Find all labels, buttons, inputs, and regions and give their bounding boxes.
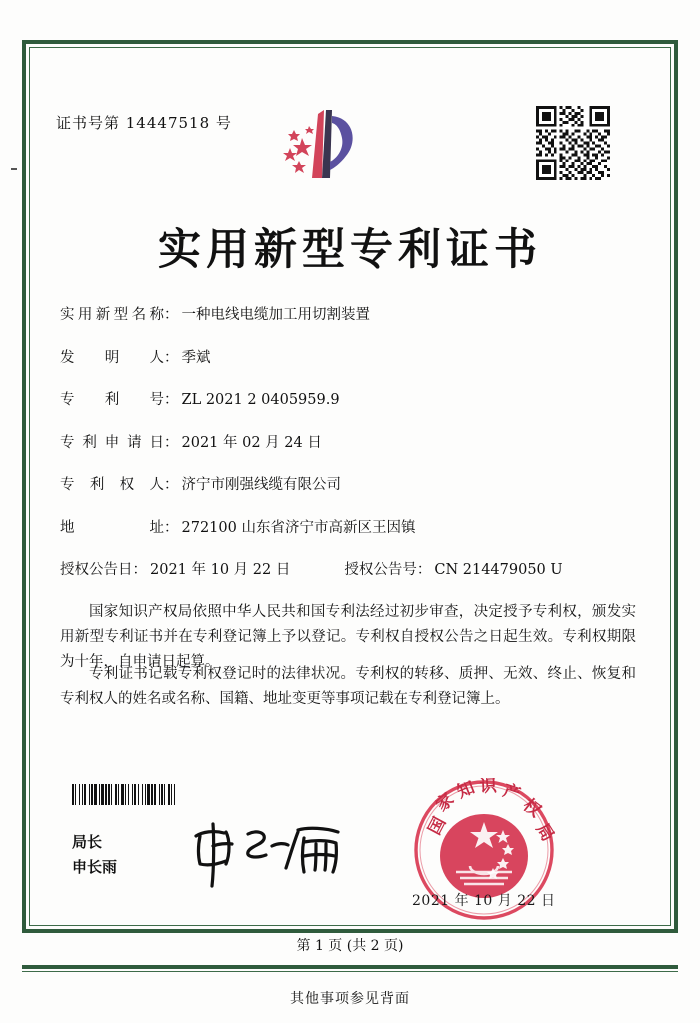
svg-text:局: 局 [531,820,558,846]
field-colon: ： [164,392,179,408]
field-label: 专 利 号 [60,392,164,408]
field-value: 济宁市刚强线缆有限公司 [181,477,341,493]
edge-tick-mark [11,168,17,170]
svg-text:家: 家 [432,789,459,816]
seal-date: 2021 年 10 月 22 日 [412,893,556,909]
director-signature-block [72,830,117,880]
field-row-utility-model-name [60,303,640,324]
back-note: 其他事项参见背面 [290,991,410,1007]
field-value: 272100 山东省济宁市高新区王因镇 [181,519,416,536]
field-value: 2021 年 02 月 24 日 [181,434,322,451]
field-value: 季斌 [181,349,211,366]
field-label: 专 利 权 人 [60,477,164,493]
grant-date-group [60,558,290,579]
certificate-fields [60,303,640,585]
field-colon: ： [164,519,179,536]
field-label: 发 明 人 [60,349,164,366]
footer-rule [22,965,678,969]
director-name: 申长雨 [72,858,118,876]
grant-date-value: 2021 年 10 月 22 日 [150,562,291,578]
svg-text:国: 国 [424,813,451,839]
field-label: 实 用 新 型 名 称 [60,307,164,323]
grant-date-colon: ： [132,562,147,578]
field-colon: ： [164,434,179,451]
field-label: 地 址 [60,519,164,536]
grant-date-label: 授权公告日 [60,562,133,578]
field-row-patent-number [60,388,640,409]
svg-text:产: 产 [500,780,523,806]
field-value: 一种电线电缆加工用切割装置 [181,307,370,323]
grant-number-colon: ： [416,562,432,578]
barcode [72,784,268,805]
svg-text:识: 识 [479,778,498,797]
grant-number-group [344,558,562,579]
body-paragraph-2: 专利证书记载专利权登记时的法律状况。专利权的转移、质押、无效、终止、恢复和专利权人的姓名或名称、国籍、地址变更等事项记载在专利登记簿上。 [60,666,636,707]
field-colon: ： [164,477,179,493]
qr-code [536,106,610,180]
page-number: 第 1 页 (共 2 页) [296,938,404,954]
field-row-patentee [60,473,640,494]
certificate-number: 证书号第 14447518 号 [56,114,232,132]
field-colon: ： [164,349,179,366]
field-row-address [60,516,640,537]
field-row-inventor [60,346,640,367]
field-row-application-date [60,431,640,452]
svg-text:知: 知 [454,778,478,803]
grant-number-value: CN 214479050 U [434,562,563,578]
field-value: ZL 2021 2 0405959.9 [181,392,340,408]
field-colon: ： [164,307,179,323]
body-paragraph-1: 国家知识产权局依照中华人民共和国专利法经过初步审查，决定授予专利权，颁发实用新型专利证书并在专利登记簿上予以登记。专利权自授权公告之日起生效。专利权期限为十年，自申请日起算。 [60,604,636,670]
grant-number-label: 授权公告号 [344,562,417,578]
director-title: 局长 [72,833,103,851]
svg-text:权: 权 [518,795,545,822]
cnipa-logo [272,104,364,190]
grant-info-row [60,558,640,579]
page-title: 实用新型专利证书 [158,225,542,275]
field-label: 专 利 申 请 日 [60,434,164,451]
handwritten-signature [180,812,360,892]
